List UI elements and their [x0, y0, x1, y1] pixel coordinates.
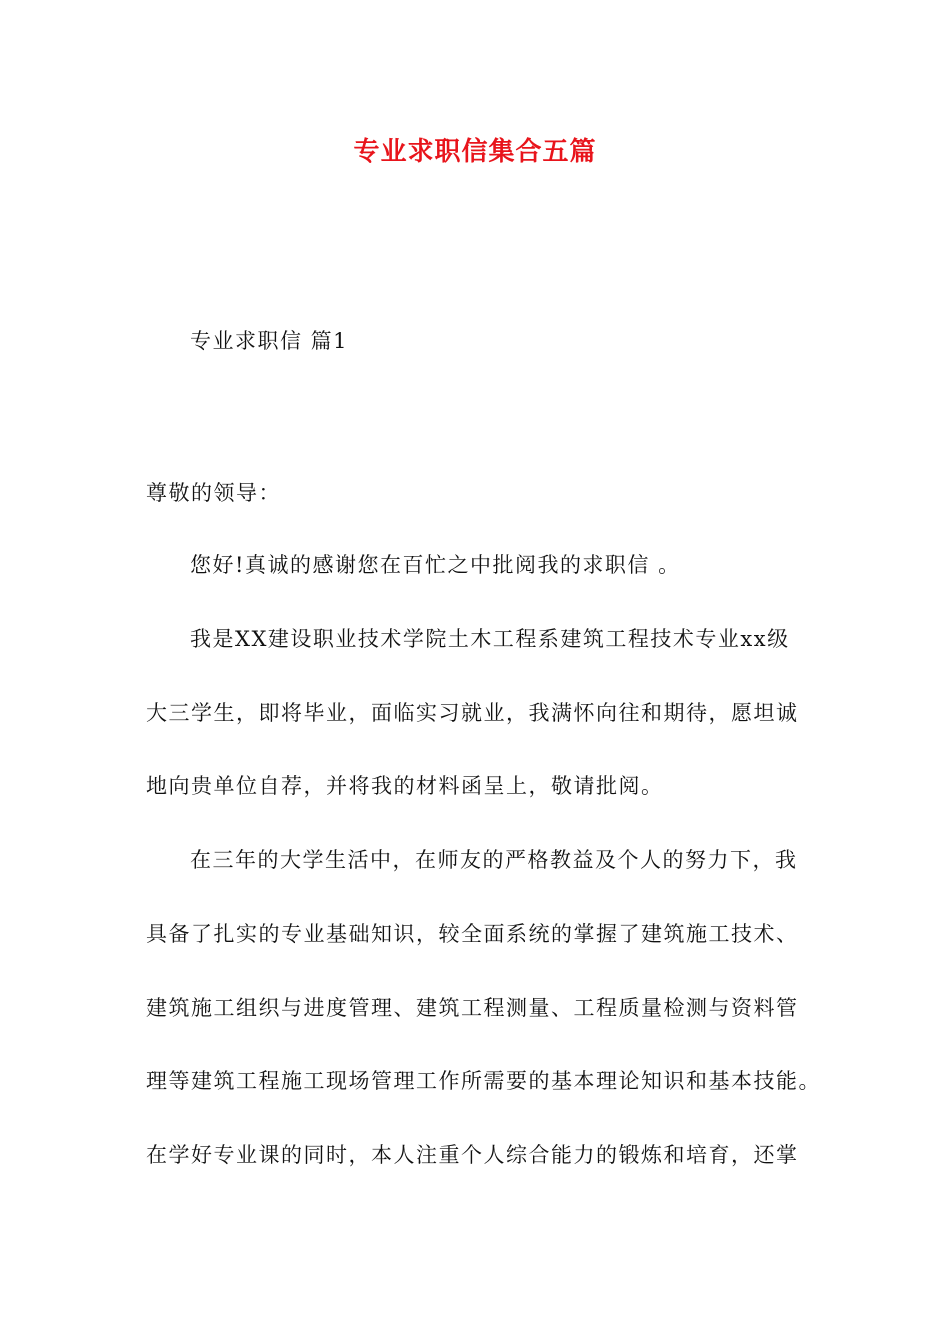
salutation: 尊敬的领导：: [146, 481, 281, 505]
document-title: 专业求职信集合五篇: [353, 137, 597, 167]
section-heading: 专业求职信 篇1: [190, 329, 349, 353]
paragraph-1-line: 我是XX建设职业技术学院土木工程系建筑工程技术专业xx级: [190, 627, 790, 651]
paragraph-2-line: 在三年的大学生活中，在师友的严格教益及个人的努力下，我: [190, 848, 798, 872]
paragraph-1-line: 大三学生，即将毕业，面临实习就业，我满怀向往和期待，愿坦诚: [146, 701, 799, 725]
paragraph-2-line: 理等建筑工程施工现场管理工作所需要的基本理论知识和基本技能。: [146, 1069, 821, 1093]
paragraph-2-line: 建筑施工组织与进度管理、建筑工程测量、工程质量检测与资料管: [146, 996, 799, 1020]
paragraph-1-line: 地向贵单位自荐，并将我的材料函呈上，敬请批阅。: [146, 774, 664, 798]
paragraph-2-line: 具备了扎实的专业基础知识，较全面系统的掌握了建筑施工技术、: [146, 922, 799, 946]
greeting-line: 您好!真诚的感谢您在百忙之中批阅我的求职信 。: [190, 553, 681, 577]
paragraph-2-line: 在学好专业课的同时，本人注重个人综合能力的锻炼和培育，还掌: [146, 1143, 799, 1167]
